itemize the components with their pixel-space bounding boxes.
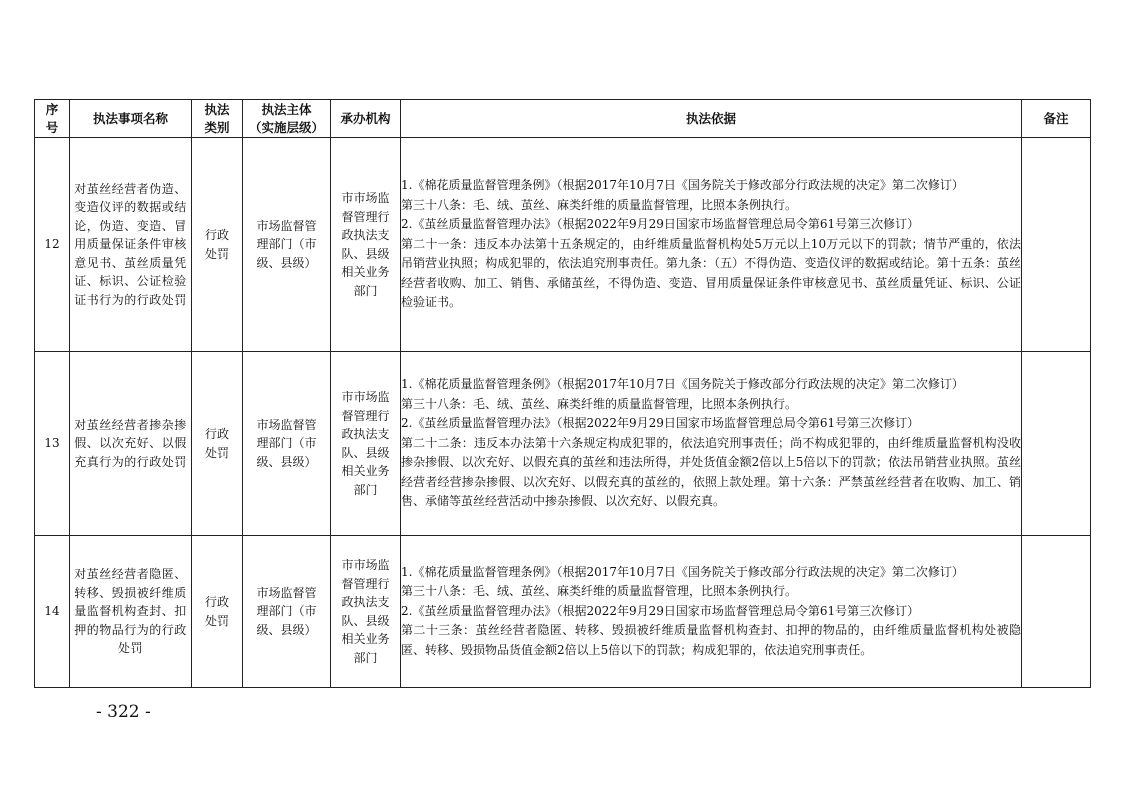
header-category: 执法类别 [192, 100, 243, 138]
basis-line: 第二十三条：茧丝经营者隐匿、转移、毁损被纤维质量监督机构查封、扣押的物品的，由纤维质量监督机构处被隐匿、转移、毁损物品货值金额2倍以上5倍以下的罚款；构成犯罪的，依法追究刑事责任。 [401, 623, 1021, 657]
basis-line: 第三十八条：毛、绒、茧丝、麻类纤维的质量监督管理，比照本条例执行。 [401, 197, 798, 212]
header-basis: 执法依据 [401, 100, 1022, 138]
header-subject-line1: 执法主体 [261, 101, 312, 117]
row-remark [1022, 352, 1091, 536]
basis-line: 1.《棉花质量监督管理条例》（根据2017年10月7日《国务院关于修改部分行政法规的决定》第二次修订） [401, 377, 964, 392]
row-basis [401, 352, 1022, 536]
row-subject: 市场监督管理部门（市级、县级） [243, 352, 331, 536]
row-remark [1022, 138, 1091, 352]
basis-line: 2.《茧丝质量监督管理办法》（根据2022年9月29日国家市场监督管理总局令第61号第三次修订） [401, 603, 920, 618]
basis-line: 1.《棉花质量监督管理条例》（根据2017年10月7日《国务院关于修改部分行政法规的决定》第二次修订） [401, 564, 964, 579]
enforcement-table [34, 99, 1091, 688]
header-item-name: 执法事项名称 [70, 100, 192, 138]
basis-line: 第三十八条：毛、绒、茧丝、麻类纤维的质量监督管理，比照本条例执行。 [401, 584, 798, 599]
header-agency: 承办机构 [331, 100, 401, 138]
basis-line: 第二十二条：违反本办法第十六条规定构成犯罪的，依法追究刑事责任；尚不构成犯罪的，由纤维质量监督机构没收掺杂掺假、以次充好、以假充真的茧丝和违法所得，并处货值金额2倍以上5倍以下的罚款；依法吊销营业执照。茧丝经营者经营掺杂掺假、以次充好、以假充真的茧丝的，依照上款处理。第十六条：严禁茧丝经营者在收购、加工、销售、承储等茧丝经营活动中掺杂掺假、以次充好、以假充真。 [401, 435, 1021, 509]
header-subject [243, 100, 331, 138]
basis-line: 2.《茧丝质量监督管理办法》（根据2022年9月29日国家市场监督管理总局令第61号第三次修订） [401, 416, 920, 431]
row-item-name: 对茧丝经营者掺杂掺假、以次充好、以假充真行为的行政处罚 [70, 352, 192, 536]
row-basis [401, 536, 1022, 688]
row-subject: 市场监督管理部门（市级、县级） [243, 536, 331, 688]
row-item-name: 对茧丝经营者伪造、变造仪评的数据或结论，伪造、变造、冒用质量保证条件审核意见书、茧丝质量凭证、标识、公证检验证书行为的行政处罚 [70, 138, 192, 352]
row-subject: 市场监督管理部门（市级、县级） [243, 138, 331, 352]
page-number: - 322 - [96, 702, 151, 722]
basis-line: 第三十八条：毛、绒、茧丝、麻类纤维的质量监督管理，比照本条例执行。 [401, 396, 798, 411]
row-item-name: 对茧丝经营者隐匿、转移、毁损被纤维质量监督机构查封、扣押的物品行为的行政处罚 [70, 536, 192, 688]
table-row [35, 138, 1091, 352]
row-basis [401, 138, 1022, 352]
row-category: 行政处罚 [192, 352, 243, 536]
header-subject-line2: （实施层级） [248, 119, 324, 135]
row-remark [1022, 536, 1091, 688]
row-category: 行政处罚 [192, 536, 243, 688]
table-header-row [35, 100, 1091, 138]
basis-line: 2.《茧丝质量监督管理办法》（根据2022年9月29日国家市场监督管理总局令第61号第三次修订） [401, 217, 920, 232]
row-seq: 12 [35, 138, 70, 352]
basis-line: 第二十一条：违反本办法第十五条规定的，由纤维质量监督机构处5万元以上10万元以下的罚款；情节严重的，依法吊销营业执照；构成犯罪的，依法追究刑事责任。第九条：（五）不得伪造、变造仪评的数据或结论。第十五条：茧丝经营者收购、加工、销售、承储茧丝，不得伪造、变造、冒用质量保证条件审核意见书、茧丝质量凭证、标识、公证检验证书。 [401, 236, 1021, 310]
header-remark: 备注 [1022, 100, 1091, 138]
row-agency: 市市场监督管理行政执法支队、县级相关业务部门 [331, 138, 401, 352]
table-row [35, 536, 1091, 688]
table-row [35, 352, 1091, 536]
basis-line: 1.《棉花质量监督管理条例》（根据2017年10月7日《国务院关于修改部分行政法规的决定》第二次修订） [401, 178, 964, 193]
row-seq: 13 [35, 352, 70, 536]
row-agency: 市市场监督管理行政执法支队、县级相关业务部门 [331, 536, 401, 688]
row-seq: 14 [35, 536, 70, 688]
row-agency: 市市场监督管理行政执法支队、县级相关业务部门 [331, 352, 401, 536]
row-category: 行政处罚 [192, 138, 243, 352]
header-seq: 序号 [35, 100, 70, 138]
